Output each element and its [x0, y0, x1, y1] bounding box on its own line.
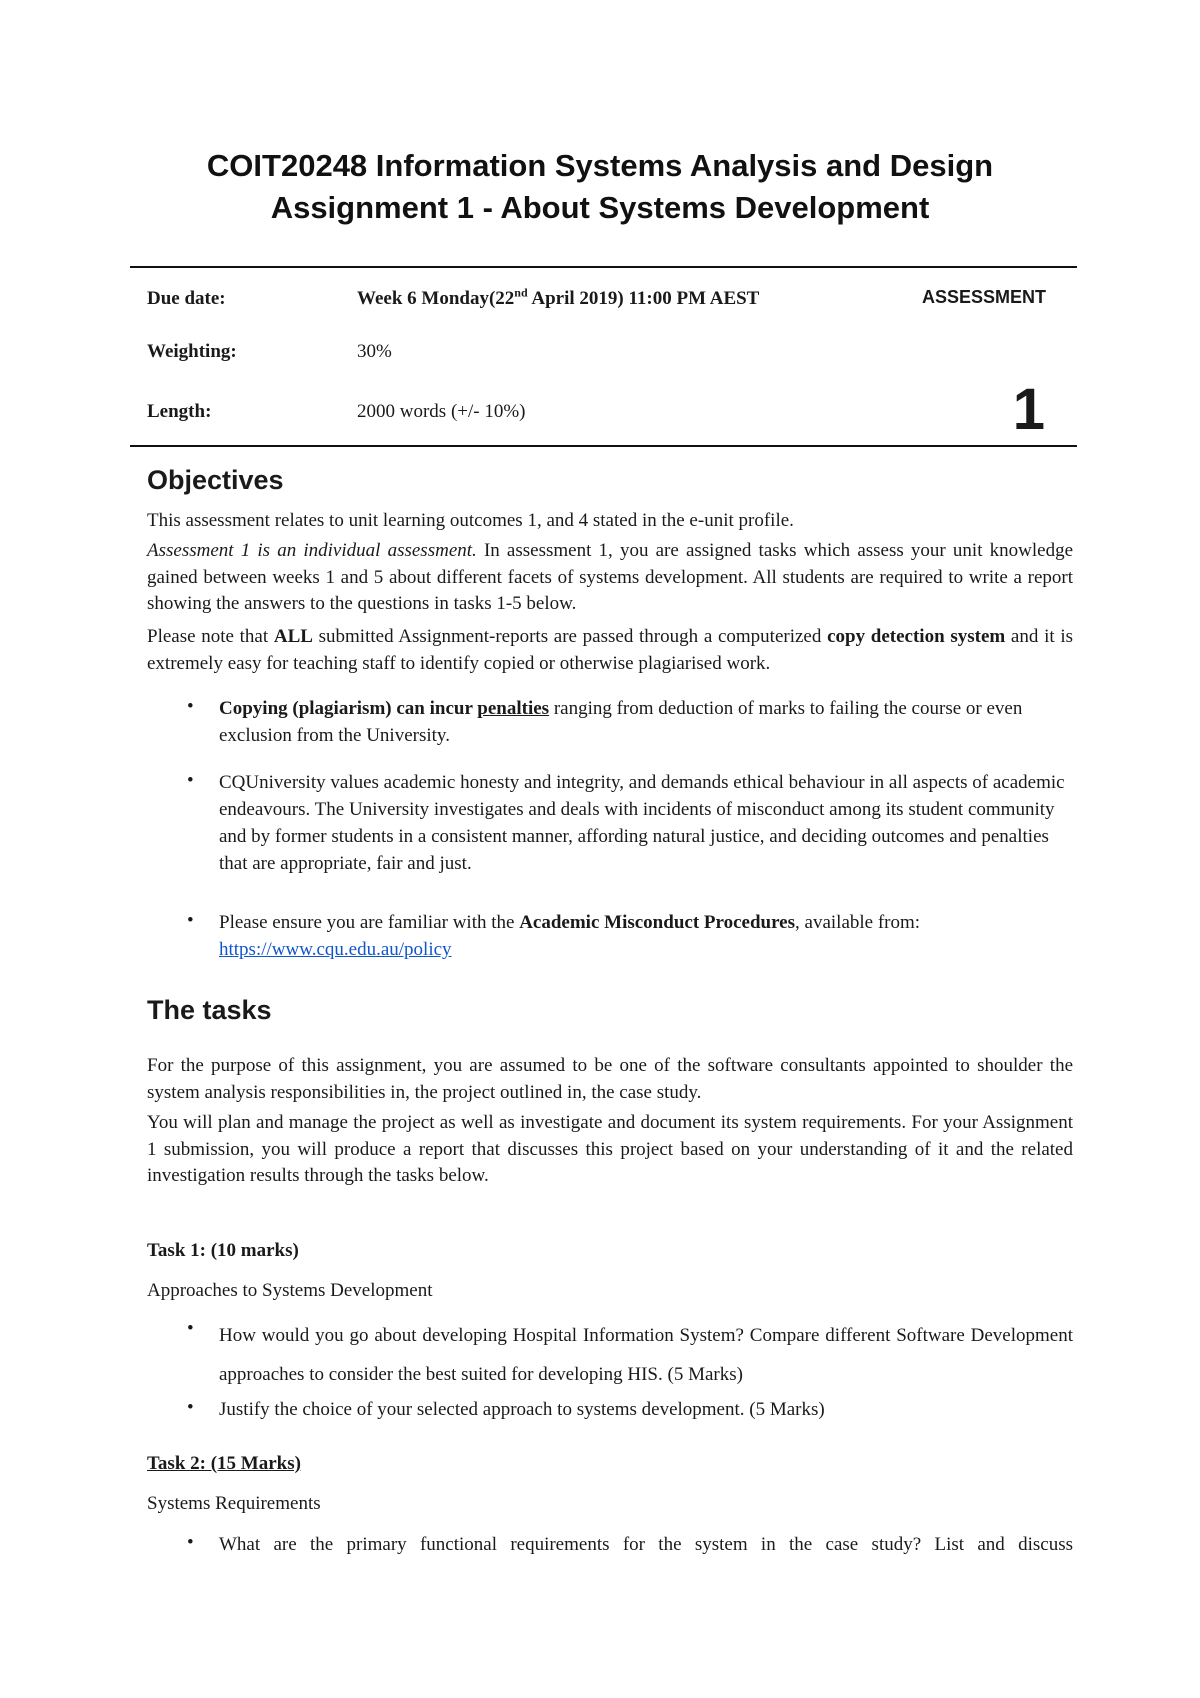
bullet-marker: •	[187, 1397, 194, 1418]
bullet-marker: •	[187, 910, 194, 931]
task1-title: Task 1: (10 marks)	[147, 1240, 299, 1261]
bullet-marker: •	[187, 1532, 194, 1553]
integrity-bullet: CQUniversity values academic honesty and integrity, and demands ethical behaviour in all aspects of academic endeavours. The University investigates and deals with incidents of misconduct among its student community and by former students in a consistent manner, affording natural justice, and deciding outcomes and penalties that are appropriate, fair and just.	[219, 772, 1065, 874]
bullet-marker: •	[187, 696, 194, 717]
misconduct-bullet: Please ensure you are familiar with the Academic Misconduct Procedures, available from: https://www.cqu.edu.au/policy	[219, 912, 921, 960]
document-title-line-1: COIT20248 Information Systems Analysis and Design	[206, 148, 994, 183]
task2-title: Task 2: (15 Marks)	[147, 1453, 301, 1474]
bullet-marker: •	[187, 770, 194, 791]
due-date-label: Due date:	[147, 288, 226, 309]
objectives-paragraph-1: This assessment relates to unit learning outcomes 1, and 4 stated in the e-unit profile.	[147, 510, 794, 531]
task1-subtitle: Approaches to Systems Development	[147, 1280, 433, 1301]
bullet-marker: •	[187, 1318, 194, 1339]
objectives-heading: Objectives	[147, 465, 284, 495]
weighting-value: 30%	[357, 341, 392, 362]
info-bottom-rule	[130, 445, 1077, 447]
tasks-paragraph-1: For the purpose of this assignment, you are assumed to be one of the software consultants appointed to shoulder the system analysis responsibilities in, the project outlined in, the case study.	[147, 1055, 1073, 1103]
info-top-rule	[130, 266, 1077, 268]
task2-subtitle: Systems Requirements	[147, 1493, 321, 1514]
due-date-value: Week 6 Monday(22nd April 2019) 11:00 PM AEST	[357, 285, 760, 309]
length-label: Length:	[147, 401, 212, 422]
assessment-number: 1	[1012, 377, 1045, 442]
document-title-line-2: Assignment 1 - About Systems Development	[270, 190, 930, 225]
tasks-paragraph-2: You will plan and manage the project as well as investigate and document its system requirements. For your Assignment 1 submission, you will produce a report that discusses this project based on your understanding of it and the related investigation results through the tasks below.	[147, 1112, 1073, 1186]
length-value: 2000 words (+/- 10%)	[357, 401, 526, 422]
tasks-heading: The tasks	[147, 995, 272, 1025]
objectives-paragraph-3: Please note that ALL submitted Assignment-reports are passed through a computerized copy detection system and it is extremely easy for teaching staff to identify copied or otherwise plagiarised work.	[147, 626, 1073, 674]
objectives-paragraph-2: Assessment 1 is an individual assessment. In assessment 1, you are assigned tasks which assess your unit knowledge gained between weeks 1 and 5 about different facets of systems development. All students are required to write a report showing the answers to the questions in tasks 1-5 below.	[147, 540, 1073, 614]
weighting-label: Weighting:	[147, 341, 237, 362]
policy-link[interactable]: https://www.cqu.edu.au/policy	[219, 939, 452, 960]
task1-bullet-2: Justify the choice of your selected approach to systems development. (5 Marks)	[219, 1399, 825, 1420]
assessment-label: ASSESSMENT	[922, 287, 1047, 307]
plagiarism-bullet: Copying (plagiarism) can incur penalties ranging from deduction of marks to failing the course or even exclusion from the University.	[219, 698, 1023, 746]
task1-bullet-1: How would you go about developing Hospital Information System? Compare different Software Development approaches to consider the best suited for developing HIS. (5 Marks)	[219, 1325, 1073, 1385]
task2-bullet-1: What are the primary functional requirements for the system in the case study? List and discuss	[219, 1534, 1073, 1555]
